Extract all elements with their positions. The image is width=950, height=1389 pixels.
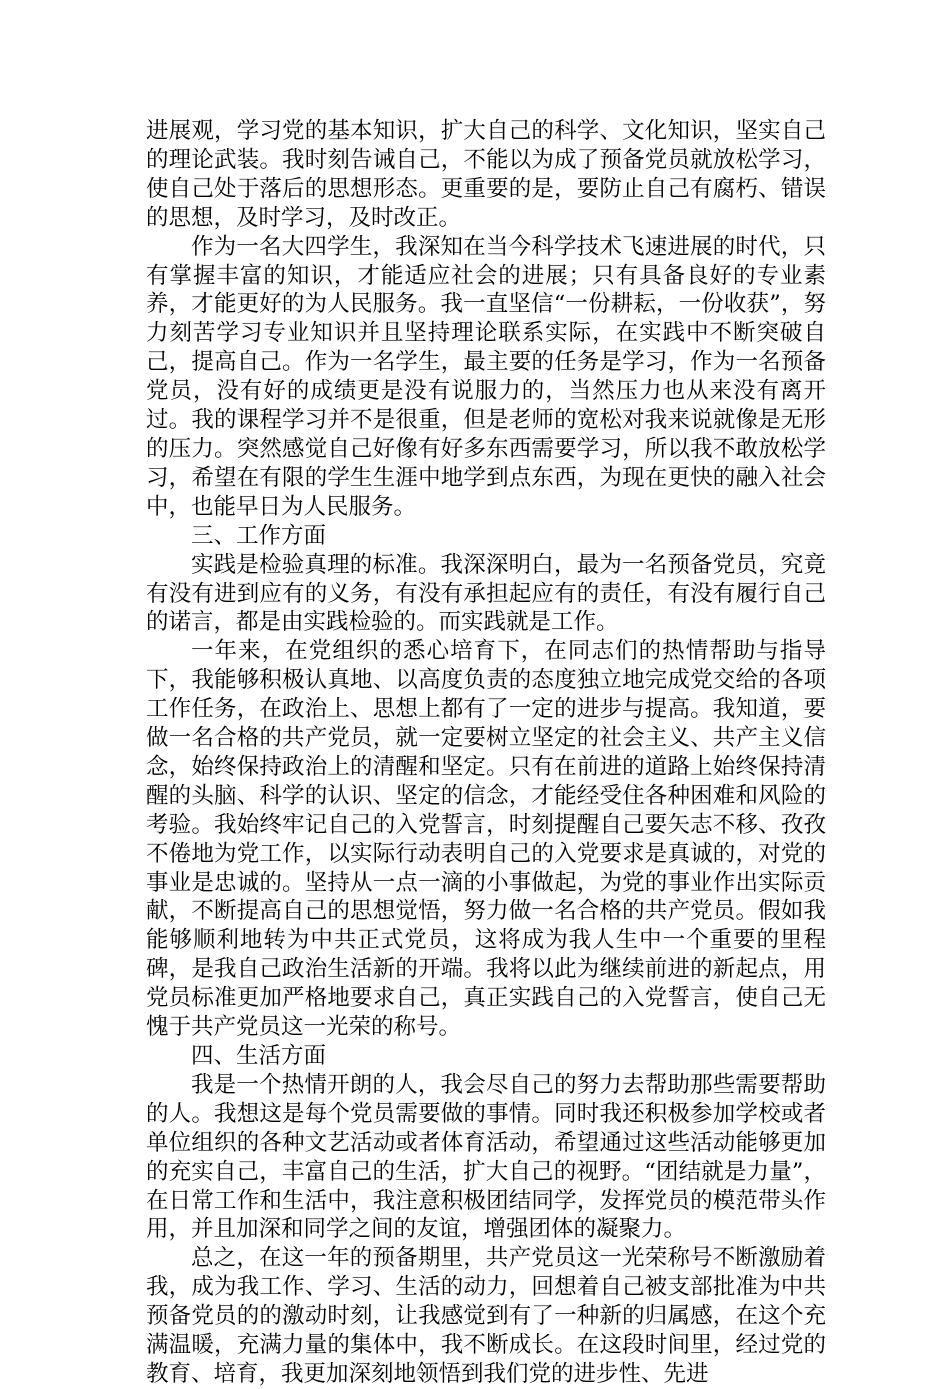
paragraph-practice: 实践是检验真理的标准。我深深明白，最为一名预备党员，究竟有没有进到应有的义务，有没有承担起应有的责任，有没有履行自己的诺言，都是由实践检验的。而实践就是工作。: [146, 551, 826, 636]
document-body: [146, 117, 826, 1389]
paragraph-summary: 总之，在这一年的预备期里，共产党员这一光荣称号不断激励着我，成为我工作、学习、生活的动力，回想着自己被支部批准为中共预备党员的的激动时刻，让我感觉到有了一种新的归属感，在这个充满温暖，充满力量的集体中，我不断成长。在这段时间里，经过党的教育、培育，我更加深刻地领悟到我们党的进步性、先进: [146, 1245, 826, 1387]
section-heading-life: 四、生活方面: [191, 1043, 327, 1069]
paragraph-senior-student: 作为一名大四学生，我深知在当今科学技术飞速进展的时代，只有掌握丰富的知识，才能适应社会的进展；只有具备良好的专业素养，才能更好的为人民服务。我一直坚信“一份耕耘，一份收获”，努力刻苦学习专业知识并且坚持理论联系实际，在实践中不断突破自己，提高自己。作为一名学生，最主要的任务是学习，作为一名预备党员，没有好的成绩更是没有说服力的，当然压力也从来没有离开过。我的课程学习并不是很重，但是老师的宽松对我来说就像是无形的压力。突然感觉自己好像有好多东西需要学习，所以我不敢放松学习，希望在有限的学生生涯中地学到点东西，为现在更快的融入社会中，也能早日为人民服务。: [146, 233, 826, 520]
paragraph-one-year: 一年来，在党组织的悉心培育下，在同志们的热情帮助与指导下，我能够积极认真地、以高度负责的态度独立地完成党交给的各项工作任务，在政治上、思想上都有了一定的进步与提高。我知道，要做一名合格的共产党员，就一定要树立坚定的社会主义、共产主义信念，始终保持政治上的清醒和坚定。只有在前进的道路上始终保持清醒的头脑、科学的认识、坚定的信念，才能经受住各种困难和风险的考验。我始终牢记自己的入党誓言，时刻提醒自己要矢志不移、孜孜不倦地为党工作，以实际行动表明自己的入党要求是真诚的，对党的事业是忠诚的。坚持从一点一滴的小事做起，为党的事业作出实际贡献，不断提高自己的思想觉悟，努力做一名合格的共产党员。假如我能够顺利地转为中共正式党员，这将成为我人生中一个重要的里程碑，是我自己政治生活新的开端。我将以此为继续前进的新起点，用党员标准更加严格地要求自己，真正实践自己的入党誓言，使自己无愧于共产党员这一光荣的称号。: [146, 638, 826, 1041]
section-heading-work: 三、工作方面: [191, 522, 327, 549]
paragraph-study-continued: 进展观，学习党的基本知识，扩大自己的科学、文化知识，坚实自己的理论武装。我时刻告诫自己，不能以为成了预备党员就放松学习，使自己处于落后的思想形态。更重要的是，要防止自己有腐朽、错误的思想，及时学习，及时改正。: [146, 118, 826, 231]
paragraph-enthusiastic: 我是一个热情开朗的人，我会尽自己的努力去帮助那些需要帮助的人。我想这是每个党员需要做的事情。同时我还积极参加学校或者单位组织的各种文艺活动或者体育活动，希望通过这些活动能够更加的充实自己，丰富自己的生活，扩大自己的视野。“团结就是力量”，在日常工作和生活中，我注意积极团结同学，发挥党员的模范带头作用，并且加深和同学之间的友谊，增强团体的凝聚力。: [146, 1071, 826, 1243]
